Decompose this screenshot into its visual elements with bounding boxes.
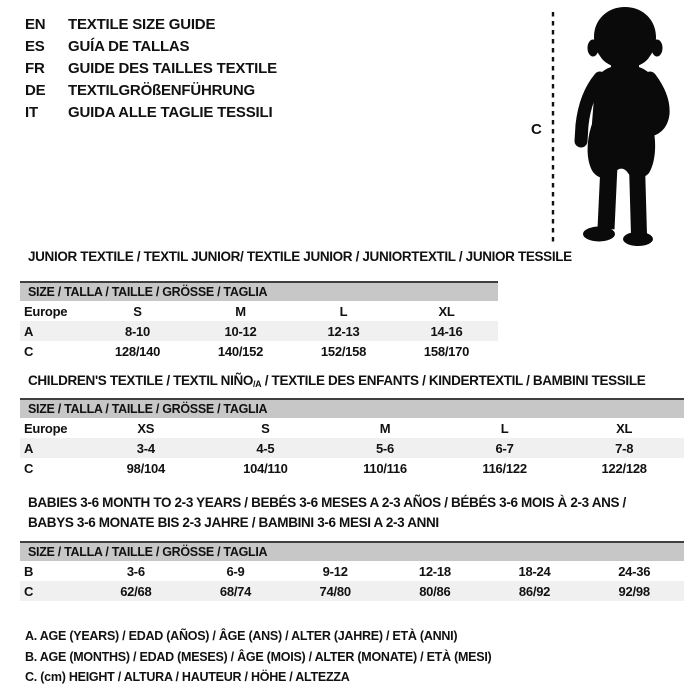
row-label: A — [24, 440, 34, 456]
language-row-fr — [25, 57, 277, 79]
language-list — [25, 13, 277, 123]
children-section-title — [28, 373, 645, 389]
language-title: GUÍA DE TALLAS — [68, 37, 190, 55]
cell: M — [379, 420, 391, 436]
junior-section-title: JUNIOR TEXTILE / TEXTIL JUNIOR/ TEXTILE JUNIOR / JUNIORTEXTIL / JUNIOR TESSILE — [28, 249, 572, 264]
cell: 152/158 — [320, 343, 367, 359]
cell: 24-36 — [618, 563, 651, 579]
cell: S — [261, 420, 270, 436]
cell: 74/80 — [319, 583, 351, 599]
table-row — [20, 301, 498, 321]
cell: 4-5 — [256, 440, 275, 456]
row-label: B — [24, 563, 34, 579]
cell: XS — [137, 420, 155, 436]
footnote-b: B. AGE (MONTHS) / EDAD (MESES) / ÂGE (MOIS) / ALTER (MONATE) / ETÀ (MESI) — [25, 649, 492, 664]
language-code: EN — [25, 15, 46, 33]
language-title: GUIDE DES TAILLES TEXTILE — [68, 59, 277, 77]
children-title-subscript: /A — [253, 379, 262, 389]
cell: L — [500, 420, 509, 436]
cell: 62/68 — [120, 583, 152, 599]
table-row — [20, 438, 684, 458]
row-label: C — [24, 583, 34, 599]
footnote-a: A. AGE (YEARS) / EDAD (AÑOS) / ÂGE (ANS) / ALTER (JAHRE) / ETÀ (ANNI) — [25, 629, 458, 643]
cell: 3-4 — [136, 440, 155, 456]
babies-title-line2: BABYS 3-6 MONATE BIS 2-3 JAHRE / BAMBINI 3-6 MESI A 2-3 ANNI — [28, 515, 439, 530]
language-row-en — [25, 13, 277, 35]
junior-size-table — [20, 281, 498, 361]
cell: 122/128 — [601, 460, 647, 476]
cell: XL — [438, 303, 455, 319]
table-row — [20, 581, 684, 601]
row-label: A — [24, 323, 34, 339]
language-row-it — [25, 101, 277, 123]
row-label: Europe — [24, 420, 68, 436]
cell: 5-6 — [375, 440, 394, 456]
footnote-c: C. (cm) HEIGHT / ALTURA / HAUTEUR / HÖHE / ALTEZZA — [25, 670, 350, 684]
cell: 92/98 — [618, 583, 650, 599]
cell: 6-7 — [495, 440, 514, 456]
cell: 12-18 — [418, 563, 451, 579]
cell: 104/110 — [243, 460, 288, 476]
cell: XL — [616, 420, 633, 436]
babies-title-line1: BABIES 3-6 MONTH TO 2-3 YEARS / BEBÉS 3-6 MESES A 2-3 AÑOS / BÉBÉS 3-6 MOIS À 2-3 ANS / — [28, 495, 626, 510]
children-title-suffix: / TEXTILE DES ENFANTS / KINDERTEXTIL / BAMBINI TESSILE — [261, 373, 646, 388]
cell: S — [133, 303, 142, 319]
size-header-bar: SIZE / TALLA / TAILLE / GRÖSSE / TAGLIA — [20, 281, 498, 301]
cell: 140/152 — [217, 343, 264, 359]
language-title: GUIDA ALLE TAGLIE TESSILI — [68, 103, 273, 121]
size-header-bar: SIZE / TALLA / TAILLE / GRÖSSE / TAGLIA — [20, 541, 684, 561]
language-code: FR — [25, 59, 45, 77]
cell: 6-9 — [226, 563, 245, 579]
language-code: IT — [25, 103, 38, 121]
cell: 14-16 — [430, 323, 463, 339]
row-label: Europe — [24, 303, 68, 319]
toddler-silhouette-icon — [528, 5, 694, 249]
cell: 12-13 — [327, 323, 360, 339]
cell: 8-10 — [124, 323, 151, 339]
table-row — [20, 321, 498, 341]
cell: 10-12 — [224, 323, 257, 339]
height-measure-label: C — [531, 121, 542, 138]
cell: 158/170 — [423, 343, 470, 359]
language-code: DE — [25, 81, 46, 99]
cell: M — [235, 303, 246, 319]
cell: 116/122 — [482, 460, 527, 476]
table-row — [20, 561, 684, 581]
language-title: TEXTILE SIZE GUIDE — [68, 15, 216, 33]
table-row — [20, 458, 684, 478]
cell: 3-6 — [126, 563, 145, 579]
toddler-silhouette — [581, 7, 663, 246]
babies-size-table — [20, 541, 684, 601]
cell: 9-12 — [322, 563, 348, 579]
cell: 98/104 — [126, 460, 165, 476]
cell: L — [339, 303, 348, 319]
cell: 86/92 — [518, 583, 551, 599]
size-header-bar: SIZE / TALLA / TAILLE / GRÖSSE / TAGLIA — [20, 398, 684, 418]
language-row-es — [25, 35, 277, 57]
table-row — [20, 341, 498, 361]
footnotes — [25, 626, 491, 688]
cell: 80/86 — [419, 583, 451, 599]
row-label: C — [24, 460, 34, 476]
cell: 110/116 — [363, 460, 407, 476]
cell: 68/74 — [219, 583, 252, 599]
language-code: ES — [25, 37, 45, 55]
cell: 128/140 — [114, 343, 161, 359]
cell: 7-8 — [615, 440, 634, 456]
language-title: TEXTILGRÖßENFÜHRUNG — [68, 81, 256, 99]
row-label: C — [24, 343, 34, 359]
children-title-prefix: CHILDREN'S TEXTILE / TEXTIL NIÑO — [28, 373, 254, 388]
babies-section-title — [28, 493, 626, 533]
cell: 18-24 — [518, 563, 551, 579]
table-row — [20, 418, 684, 438]
language-row-de — [25, 79, 277, 101]
children-size-table — [20, 398, 684, 478]
